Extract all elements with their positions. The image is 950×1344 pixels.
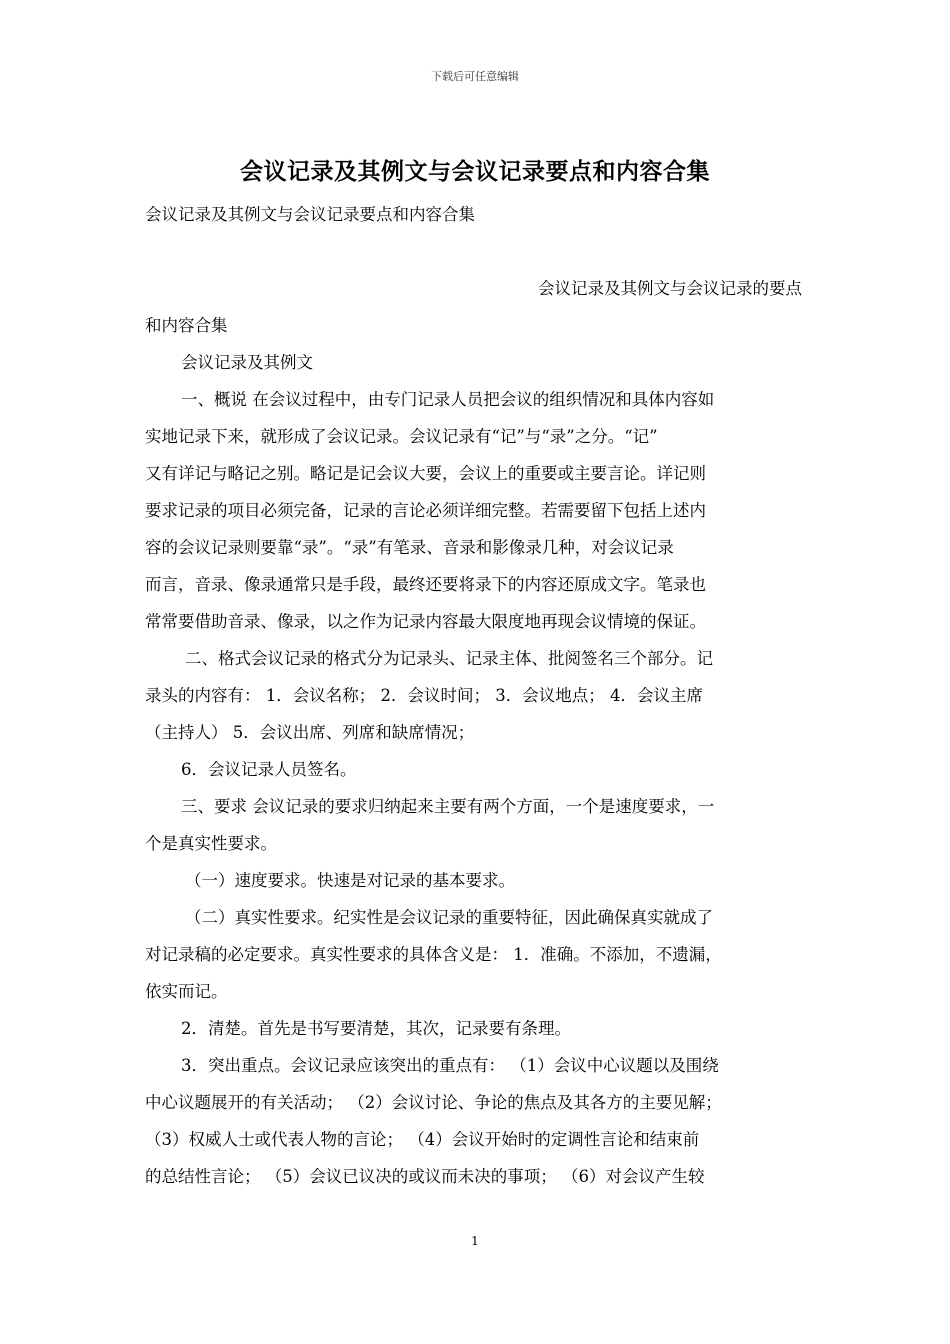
paragraph-line: 三、要求 会议记录的要求归纳起来主要有两个方面，一个是速度要求，一: [181, 797, 715, 816]
paragraph-line: 二、格式会议记录的格式分为记录头、记录主体、批阅签名三个部分。记: [185, 649, 713, 668]
paragraph-line: 一、概说 在会议过程中，由专门记录人员把会议的组织情况和具体内容如: [181, 390, 715, 409]
blank-line: [145, 233, 810, 270]
paragraph-line: 2．清楚。首先是书写要清楚，其次，记录要有条理。: [181, 1019, 571, 1038]
subtitle-line: 会议记录及其例文与会议记录要点和内容合集: [145, 205, 475, 224]
page-number: 1: [471, 1234, 479, 1248]
section-heading: 会议记录及其例文: [181, 353, 313, 372]
paragraph-line: （3）权威人士或代表人物的言论； （4）会议开始时的定调性言论和结束前: [145, 1130, 700, 1149]
paragraph-line: 对记录稿的必定要求。真实性要求的具体含义是： 1．准确。不添加，不遗漏，: [145, 945, 722, 964]
paragraph-line: 的总结性言论； （5）会议已议决的或议而未决的事项； （6）对会议产生较: [145, 1167, 705, 1186]
page-header-note: 下载后可任意编辑: [431, 70, 519, 83]
paragraph-line: （主持人） 5．会议出席、列席和缺席情况；: [145, 723, 475, 742]
paragraph-line: 容的会议记录则要靠“录”。“录”有笔录、音录和影像录几种，对会议记录: [145, 538, 674, 557]
paragraph-line: （二）真实性要求。纪实性是会议记录的重要特征，因此确保真实就成了: [185, 908, 713, 927]
paragraph-line: （一）速度要求。快速是对记录的基本要求。: [185, 871, 515, 890]
heading-line-1: 会议记录及其例文与会议记录的要点: [538, 279, 802, 298]
document-body: [145, 196, 810, 1195]
paragraph-line: 6．会议记录人员签名。: [181, 760, 357, 779]
paragraph-line: 依实而记。: [145, 982, 228, 1001]
paragraph-line: 而言，音录、像录通常只是手段，最终还要将录下的内容还原成文字。笔录也: [145, 575, 706, 594]
paragraph-line: 个是真实性要求。: [145, 834, 277, 853]
paragraph-line: 录头的内容有： 1．会议名称； 2．会议时间； 3．会议地点； 4．会议主席: [145, 686, 703, 705]
paragraph-line: 实地记录下来，就形成了会议记录。会议记录有“记”与“录”之分。“记”: [145, 427, 658, 446]
document-title: 会议记录及其例文与会议记录要点和内容合集: [240, 158, 710, 185]
heading-line-2: 和内容合集: [145, 316, 228, 335]
paragraph-line: 又有详记与略记之别。略记是记会议大要，会议上的重要或主要言论。详记则: [145, 464, 706, 483]
paragraph-line: 要求记录的项目必须完备，记录的言论必须详细完整。若需要留下包括上述内: [145, 501, 706, 520]
paragraph-line: 常常要借助音录、像录，以之作为记录内容最大限度地再现会议情境的保证。: [145, 612, 706, 631]
paragraph-line: 中心议题展开的有关活动； （2）会议讨论、争论的焦点及其各方的主要见解；: [145, 1093, 722, 1112]
paragraph-line: 3．突出重点。会议记录应该突出的重点有： （1）会议中心议题以及围绕: [181, 1056, 719, 1075]
